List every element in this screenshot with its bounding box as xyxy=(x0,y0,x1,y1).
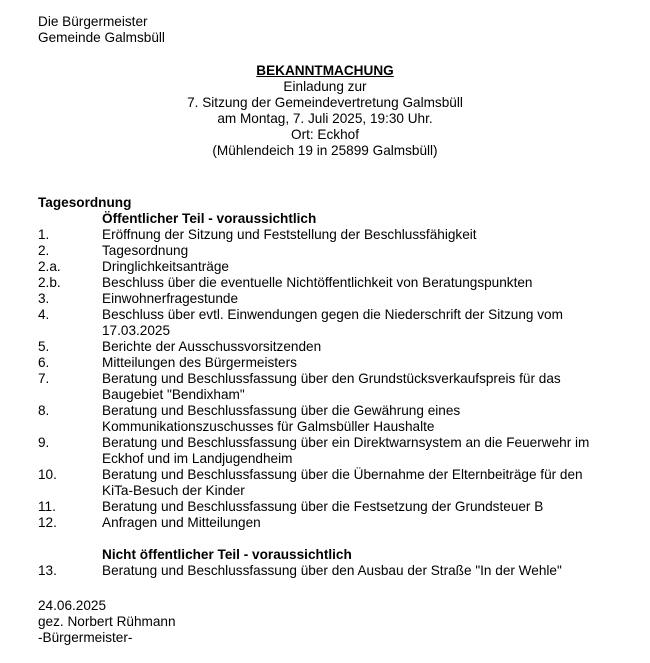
private-section-title: Nicht öffentlicher Teil - voraussichtlich xyxy=(102,547,352,562)
agenda-item-text xyxy=(102,275,618,291)
signature-block xyxy=(38,598,176,646)
agenda-item-number: 13. xyxy=(38,563,57,578)
agenda-item-line: Beratung und Beschlussfassung über ein Direktwarnsystem an die Feuerwehr im xyxy=(102,435,590,450)
agenda-item-line: Kommunikationszuschusses für Galmsbüller Haushalte xyxy=(102,419,435,434)
agenda-item-number: 8. xyxy=(38,403,50,418)
agenda-item xyxy=(38,403,618,435)
agenda-item xyxy=(38,275,618,291)
heading-block xyxy=(0,63,650,159)
agenda-item-text xyxy=(102,259,618,275)
agenda-item-line: Beratung und Beschlussfassung über die Festsetzung der Grundsteuer B xyxy=(102,499,544,514)
agenda-item-line: Beratung und Beschlussfassung über den Grundstücksverkaufspreis für das xyxy=(102,371,561,386)
agenda-item-line: Baugebiet "Bendixham" xyxy=(102,387,245,402)
public-agenda-list xyxy=(38,227,618,531)
agenda-item-line: Beratung und Beschlussfassung über die Übernahme der Elternbeiträge für den xyxy=(102,467,583,482)
agenda-item xyxy=(38,563,618,579)
agenda-item-line: Beratung und Beschlussfassung über die Gewährung eines xyxy=(102,403,461,418)
signed-by: gez. Norbert Rühmann xyxy=(38,614,176,629)
agenda-item-text xyxy=(102,499,618,515)
agenda-item-number: 1. xyxy=(38,227,50,242)
heading-line-3: am Montag, 7. Juli 2025, 19:30 Uhr. xyxy=(217,111,433,126)
agenda-item xyxy=(38,227,618,243)
agenda-item-text xyxy=(102,355,618,371)
sender-line-2: Gemeinde Galmsbüll xyxy=(38,30,165,45)
agenda-item-line: Eröffnung der Sitzung und Feststellung der Beschlussfähigkeit xyxy=(102,227,477,242)
agenda-item-number: 11. xyxy=(38,499,56,514)
agenda-item-number: 4. xyxy=(38,307,50,322)
agenda-item-line: Berichte der Ausschussvorsitzenden xyxy=(102,339,322,354)
private-agenda-list xyxy=(38,563,618,579)
agenda-item-number: 12. xyxy=(38,515,57,530)
agenda-item-line: 17.03.2025 xyxy=(102,323,171,338)
agenda-item xyxy=(38,291,618,307)
agenda-item xyxy=(38,259,618,275)
agenda-item xyxy=(38,355,618,371)
agenda-item-number: 2. xyxy=(38,243,50,258)
agenda-item-number: 10. xyxy=(38,467,57,482)
agenda-item-line: Anfragen und Mitteilungen xyxy=(102,515,261,530)
agenda-item-line: Einwohnerfragestunde xyxy=(102,291,239,306)
agenda-item-text xyxy=(102,339,618,355)
agenda-item-line: Dringlichkeitsanträge xyxy=(102,259,229,274)
agenda-item-number: 9. xyxy=(38,435,50,450)
agenda-item-line: Beschluss über evtl. Einwendungen gegen die Niederschrift der Sitzung vom xyxy=(102,307,563,322)
agenda-item xyxy=(38,467,618,499)
agenda-item-line: Beschluss über die eventuelle Nichtöffentlichkeit von Beratungspunkten xyxy=(102,275,533,290)
heading-line-5: (Mühlendeich 19 in 25899 Galmsbüll) xyxy=(212,143,438,158)
agenda-title: Tagesordnung xyxy=(38,195,132,210)
agenda-item-number: 7. xyxy=(38,371,50,386)
agenda-item-line: Tagesordnung xyxy=(102,243,189,258)
agenda-item xyxy=(38,515,618,531)
agenda-item-text xyxy=(102,291,618,307)
agenda-item-line: Eckhof und im Landjugendheim xyxy=(102,451,293,466)
agenda-item xyxy=(38,499,618,515)
heading-line-1: Einladung zur xyxy=(283,79,367,94)
agenda-item-line: Beratung und Beschlussfassung über den Ausbau der Straße "In der Wehle" xyxy=(102,563,562,578)
announcement-title: BEKANNTMACHUNG xyxy=(256,63,394,78)
agenda-item xyxy=(38,339,618,355)
agenda-item xyxy=(38,371,618,403)
agenda-item-text xyxy=(102,371,618,403)
agenda-item-number: 3. xyxy=(38,291,50,306)
agenda xyxy=(38,195,618,579)
heading-line-4: Ort: Eckhof xyxy=(291,127,359,142)
signer-role: -Bürgermeister- xyxy=(38,630,133,645)
agenda-item-line: KiTa-Besuch der Kinder xyxy=(102,483,245,498)
date: 24.06.2025 xyxy=(38,598,107,613)
agenda-item-text xyxy=(102,435,618,467)
heading-line-2: 7. Sitzung der Gemeindevertretung Galmsbüll xyxy=(187,95,463,110)
agenda-item-number: 2.b. xyxy=(38,275,61,290)
sender-line-1: Die Bürgermeister xyxy=(38,14,148,29)
agenda-item-text xyxy=(102,307,618,339)
agenda-item xyxy=(38,435,618,467)
agenda-item-text xyxy=(102,227,618,243)
agenda-item-text xyxy=(102,403,618,435)
agenda-item xyxy=(38,243,618,259)
agenda-item-number: 6. xyxy=(38,355,50,370)
agenda-item-text xyxy=(102,563,618,579)
public-section-title: Öffentlicher Teil - voraussichtlich xyxy=(102,211,317,226)
agenda-item-text xyxy=(102,243,618,259)
agenda-item-number: 5. xyxy=(38,339,50,354)
agenda-item xyxy=(38,307,618,339)
agenda-item-text xyxy=(102,467,618,499)
sender-block xyxy=(38,14,165,46)
agenda-item-number: 2.a. xyxy=(38,259,61,274)
agenda-item-line: Mitteilungen des Bürgermeisters xyxy=(102,355,297,370)
agenda-item-text xyxy=(102,515,618,531)
